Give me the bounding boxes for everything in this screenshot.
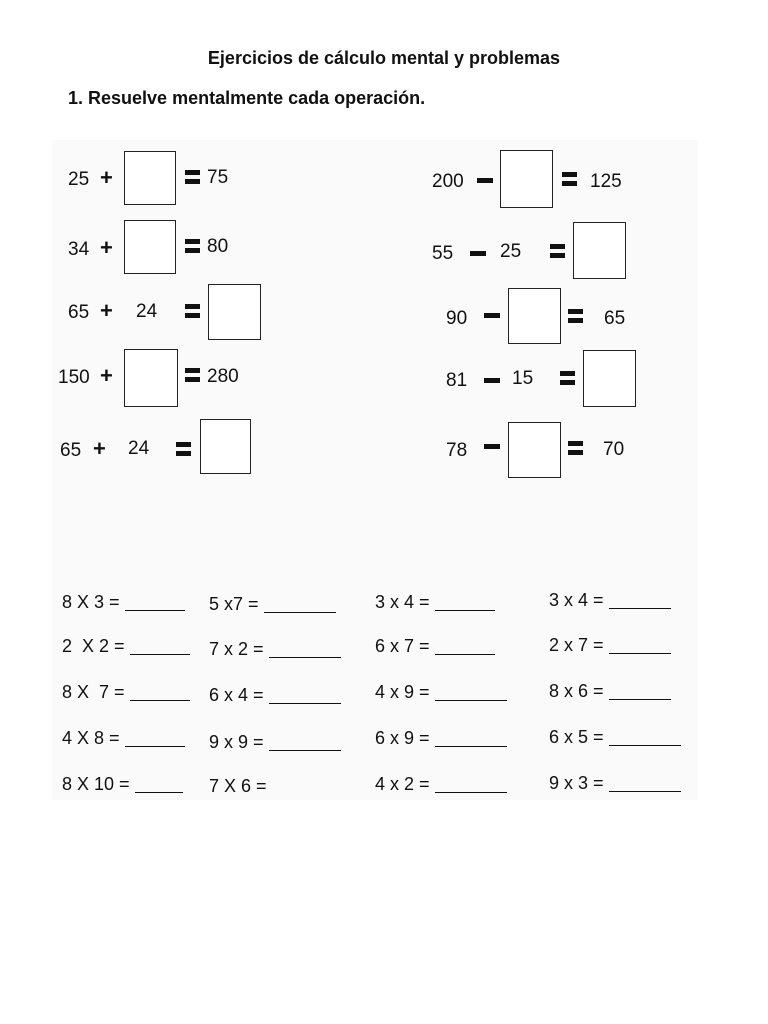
addend-a: 65: [60, 440, 82, 461]
answer-blank[interactable]: [609, 592, 671, 609]
minus-sign: [484, 444, 500, 449]
sum-result: 80: [207, 236, 229, 257]
answer-blank[interactable]: [135, 776, 183, 793]
answer-blank[interactable]: [269, 734, 341, 751]
equals-sign: [568, 441, 583, 455]
multiplication-item: 9 x 9 =: [209, 733, 341, 751]
answer-box[interactable]: [208, 284, 261, 340]
exercise-instruction: 1. Resuelve mentalmente cada operación.: [68, 88, 426, 108]
addend-a: 150: [58, 367, 90, 388]
answer-box[interactable]: [124, 151, 176, 205]
multiplication-item: 8 X 7 =: [62, 683, 190, 701]
plus-sign: +: [100, 235, 113, 260]
answer-box[interactable]: [583, 350, 636, 407]
equals-sign: [176, 442, 191, 456]
answer-blank[interactable]: [125, 730, 185, 747]
addend-b: 24: [128, 438, 150, 459]
sum-result: 280: [207, 366, 239, 387]
answer-blank[interactable]: [609, 775, 681, 792]
minuend: 78: [446, 440, 468, 461]
equals-sign: [185, 170, 200, 184]
plus-sign: +: [100, 298, 113, 323]
answer-blank[interactable]: [435, 776, 507, 793]
equals-sign: [562, 172, 577, 186]
equals-sign: [550, 244, 565, 258]
addend-a: 65: [68, 302, 90, 323]
difference-result: 70: [603, 439, 625, 460]
minuend: 81: [446, 370, 468, 391]
minuend: 90: [446, 308, 468, 329]
sum-result: 75: [207, 167, 229, 188]
answer-blank[interactable]: [130, 638, 190, 655]
answer-blank[interactable]: [125, 594, 185, 611]
multiplication-item: 6 x 9 =: [375, 729, 507, 747]
minus-sign: [477, 178, 493, 183]
multiplication-item: 7 X 6 =: [209, 776, 267, 796]
answer-box[interactable]: [124, 220, 176, 274]
answer-box[interactable]: [508, 422, 561, 478]
answer-blank[interactable]: [435, 730, 507, 747]
minus-sign: [484, 378, 500, 383]
multiplication-item: 2 X 2 =: [62, 637, 190, 655]
equals-sign: [185, 304, 200, 318]
plus-sign: +: [100, 363, 113, 388]
answer-box[interactable]: [500, 150, 553, 208]
answer-blank[interactable]: [609, 683, 671, 700]
equals-sign: [568, 309, 583, 323]
multiplication-item: 7 x 2 =: [209, 640, 341, 658]
answer-blank[interactable]: [264, 596, 336, 613]
difference-result: 125: [590, 171, 622, 192]
answer-box[interactable]: [573, 222, 626, 279]
multiplication-item: 4 x 9 =: [375, 683, 507, 701]
multiplication-item: 8 X 3 =: [62, 593, 185, 611]
answer-box[interactable]: [124, 349, 178, 407]
multiplication-item: 3 x 4 =: [549, 591, 671, 609]
multiplication-item: 6 x 5 =: [549, 728, 681, 746]
equals-sign: [185, 368, 200, 382]
answer-blank[interactable]: [269, 641, 341, 658]
addend-a: 25: [68, 169, 90, 190]
multiplication-item: 4 X 8 =: [62, 729, 185, 747]
difference-result: 65: [604, 308, 626, 329]
worksheet-title: Ejercicios de cálculo mental y problemas: [207, 48, 561, 68]
answer-blank[interactable]: [609, 637, 671, 654]
addend-a: 34: [68, 239, 90, 260]
subtrahend: 25: [500, 241, 522, 262]
multiplication-item: 5 x7 =: [209, 595, 336, 613]
answer-blank[interactable]: [435, 638, 495, 655]
plus-sign: +: [100, 165, 113, 190]
addend-b: 24: [136, 301, 158, 322]
multiplication-item: 6 x 7 =: [375, 637, 495, 655]
multiplication-item: 2 x 7 =: [549, 636, 671, 654]
subtrahend: 15: [512, 368, 534, 389]
minuend: 200: [432, 171, 464, 192]
plus-sign: +: [93, 436, 106, 461]
equals-sign: [560, 371, 575, 385]
answer-box[interactable]: [508, 288, 561, 344]
answer-blank[interactable]: [435, 594, 495, 611]
answer-blank[interactable]: [435, 684, 507, 701]
multiplication-item: 8 X 10 =: [62, 775, 183, 793]
multiplication-item: 4 x 2 =: [375, 775, 507, 793]
minus-sign: [470, 251, 486, 256]
multiplication-item: 3 x 4 =: [375, 593, 495, 611]
multiplication-item: 9 x 3 =: [549, 774, 681, 792]
multiplication-item: 8 x 6 =: [549, 682, 671, 700]
answer-blank[interactable]: [269, 687, 341, 704]
answer-blank[interactable]: [609, 729, 681, 746]
equals-sign: [185, 239, 200, 253]
multiplication-item: 6 x 4 =: [209, 686, 341, 704]
answer-blank[interactable]: [130, 684, 190, 701]
answer-box[interactable]: [200, 419, 251, 474]
minus-sign: [484, 313, 500, 318]
minuend: 55: [432, 243, 454, 264]
